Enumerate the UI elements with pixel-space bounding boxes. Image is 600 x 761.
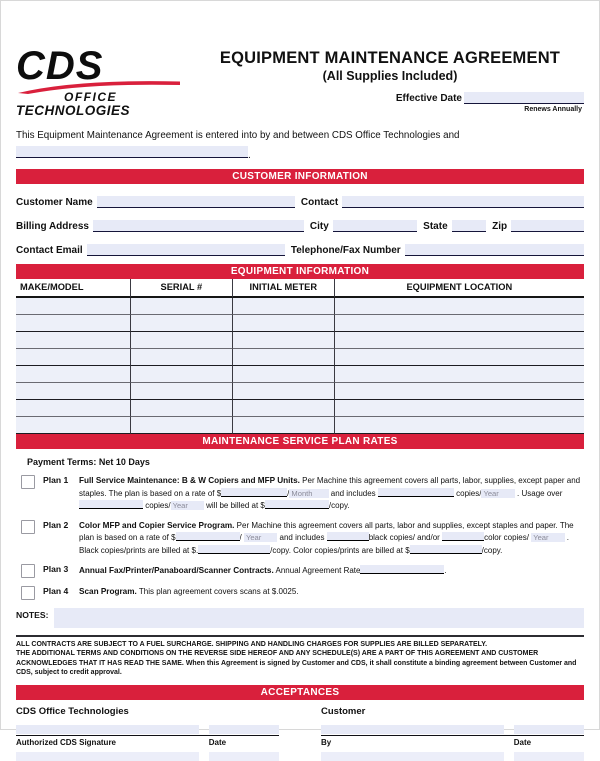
cds-signature-field[interactable] bbox=[16, 725, 199, 734]
renews-annually-note: Renews Annually bbox=[524, 106, 582, 113]
page-subtitle: (All Supplies Included) bbox=[322, 69, 458, 83]
plan-1-description: Full Service Maintenance: B & W Copiers and MFP Units. Per Machine this agreement covers all parts, labor, supplies, except paper and staples. The plan is based on a rate of $ Month and includes copies/ Year . Usage over copies/ Year will be billed at $ /copy. bbox=[79, 476, 581, 511]
plan-1-checkbox[interactable] bbox=[21, 475, 35, 489]
state-field[interactable] bbox=[452, 220, 487, 232]
plan-3-description: Annual Fax/Printer/Panaboard/Scanner Contracts. Annual Agreement Rate . bbox=[79, 566, 447, 576]
cds-title: CDS Office Technologies bbox=[16, 706, 129, 718]
by-label: By bbox=[321, 738, 332, 748]
customer-date-field[interactable] bbox=[514, 725, 584, 734]
logo-text-office: OFFICE bbox=[64, 90, 117, 104]
equipment-table bbox=[16, 279, 584, 434]
page-title: EQUIPMENT MAINTENANCE AGREEMENT bbox=[219, 49, 561, 67]
cds-signature-field-2[interactable] bbox=[16, 752, 199, 761]
city-field[interactable] bbox=[333, 220, 417, 232]
equipment-cell-r6-c2[interactable] bbox=[131, 383, 233, 400]
contact-email-field[interactable] bbox=[87, 244, 285, 256]
effective-date-label: Effective Date bbox=[395, 93, 462, 104]
equipment-cell-r8-c2[interactable] bbox=[131, 417, 233, 434]
plan-dropdown-field[interactable]: Year bbox=[531, 533, 564, 542]
cds-signature-line bbox=[16, 735, 279, 736]
equipment-cell-r5-c4[interactable] bbox=[335, 366, 584, 383]
state-label: State bbox=[423, 221, 448, 233]
customer-info-row bbox=[16, 218, 584, 232]
counterparty-row bbox=[16, 146, 584, 161]
logo-text-cds: CDS bbox=[16, 44, 104, 88]
plan-rates-header: MAINTENANCE SERVICE PLAN RATES bbox=[16, 434, 584, 449]
equipment-cell-r4-c1[interactable] bbox=[16, 349, 131, 366]
equipment-cell-r7-c3[interactable] bbox=[233, 400, 335, 417]
equipment-cell-r3-c4[interactable] bbox=[335, 332, 584, 349]
customer-name-field[interactable] bbox=[97, 196, 295, 208]
contact-field[interactable] bbox=[342, 196, 584, 208]
equipment-cell-r5-c3[interactable] bbox=[233, 366, 335, 383]
equipment-col-header-serial: SERIAL # bbox=[131, 279, 233, 298]
equipment-info-header: EQUIPMENT INFORMATION bbox=[16, 264, 584, 279]
plan-3-row bbox=[16, 563, 584, 578]
counterparty-name-field[interactable] bbox=[16, 146, 248, 158]
legal-line-1: ALL CONTRACTS ARE SUBJECT TO A FUEL SURCHARGE. SHIPPING AND HANDLING CHARGES FOR SUPPLIES ARE BILLED SEPARATELY. bbox=[16, 641, 488, 649]
notes-field[interactable] bbox=[54, 608, 584, 628]
equipment-cell-r3-c1[interactable] bbox=[16, 332, 131, 349]
plan-dropdown-field[interactable]: Year bbox=[171, 501, 204, 510]
equipment-cell-r2-c2[interactable] bbox=[131, 315, 233, 332]
equipment-cell-r4-c4[interactable] bbox=[335, 349, 584, 366]
equipment-cell-r4-c3[interactable] bbox=[233, 349, 335, 366]
cds-logo bbox=[16, 44, 188, 118]
city-label: City bbox=[309, 221, 329, 233]
intro-text: This Equipment Maintenance Agreement is entered into by and between CDS Office Technologies and bbox=[16, 130, 460, 142]
plan-bold-text: Scan Program. bbox=[79, 587, 137, 597]
plan-blank-field[interactable] bbox=[410, 545, 482, 554]
plan-4-label: Plan 4 bbox=[43, 586, 69, 597]
authorized-cds-signature-label: Authorized CDS Signature bbox=[16, 738, 117, 748]
equipment-cell-r8-c1[interactable] bbox=[16, 417, 131, 434]
payment-terms: Payment Terms: Net 10 Days bbox=[27, 457, 150, 468]
plan-blank-field[interactable] bbox=[442, 532, 484, 541]
acceptances-header: ACCEPTANCES bbox=[16, 685, 584, 700]
plan-2-label: Plan 2 bbox=[43, 519, 69, 530]
plan-1-label: Plan 1 bbox=[43, 475, 69, 486]
plan-list bbox=[16, 474, 584, 600]
equipment-col-header-initial-meter: INITIAL METER bbox=[233, 279, 335, 298]
plan-blank-field[interactable] bbox=[79, 500, 143, 509]
effective-date-field[interactable] bbox=[464, 92, 584, 104]
plan-2-description: Color MFP and Copier Service Program. Per Machine this agreement covers all parts, labor and supplies, except staples and paper. The plan is based on a rate of $ / Year and includes black copies/ and/or color copies/ Year . Black copies/prints are billed at $. /copy. Color copies/prints are billed at $ /copy. bbox=[79, 520, 574, 556]
legal-line-3: When this Agreement is signed by Customer and CDS, it shall constitute a binding agreement between Customer and CDS, subject to credit approval. bbox=[16, 659, 577, 676]
plan-blank-field[interactable] bbox=[265, 500, 329, 509]
customer-signature-line bbox=[321, 735, 584, 736]
customer-title: Customer bbox=[321, 706, 366, 718]
equipment-cell-r7-c1[interactable] bbox=[16, 400, 131, 417]
plan-blank-field[interactable] bbox=[360, 565, 444, 574]
contact-email-label: Contact Email bbox=[16, 245, 83, 257]
customer-signature-field[interactable] bbox=[321, 725, 504, 734]
equipment-cell-r4-c2[interactable] bbox=[131, 349, 233, 366]
customer-signature-field-2[interactable] bbox=[321, 752, 504, 761]
telephone-fax-number-label: Telephone/Fax Number bbox=[290, 245, 401, 257]
signature-columns bbox=[16, 706, 584, 761]
telephone-fax-number-field[interactable] bbox=[405, 244, 584, 256]
plan-4-checkbox[interactable] bbox=[21, 586, 35, 600]
cds-date-field-2[interactable] bbox=[209, 752, 279, 761]
plan-blank-field[interactable] bbox=[327, 532, 369, 541]
equipment-cell-r8-c4[interactable] bbox=[335, 417, 584, 434]
equipment-cell-r7-c4[interactable] bbox=[335, 400, 584, 417]
equipment-cell-r1-c4[interactable] bbox=[335, 298, 584, 315]
plan-2-checkbox[interactable] bbox=[21, 520, 35, 534]
plan-2-row bbox=[16, 519, 584, 556]
equipment-cell-r5-c2[interactable] bbox=[131, 366, 233, 383]
legal-line-2: THE ADDITIONAL TERMS AND CONDITIONS ON THE REVERSE SIDE HEREOF AND ANY SCHEDULE(S) ARE A PART OF THIS AGREEMENT AND CUSTOMER ACKNOWLEDGES THAT IT HAS READ THE SAME. bbox=[16, 650, 539, 667]
plan-4-description: Scan Program. This plan agreement covers scans at $.0025. bbox=[79, 587, 299, 597]
plan-1-row bbox=[16, 474, 584, 512]
equipment-cell-r2-c4[interactable] bbox=[335, 315, 584, 332]
equipment-cell-r2-c3[interactable] bbox=[233, 315, 335, 332]
billing-address-field[interactable] bbox=[93, 220, 304, 232]
logo-text-technologies: TECHNOLOGIES bbox=[16, 102, 131, 118]
equipment-cell-r6-c4[interactable] bbox=[335, 383, 584, 400]
cds-date-label: Date bbox=[208, 738, 227, 748]
customer-date-field-2[interactable] bbox=[514, 752, 584, 761]
equipment-cell-r1-c3[interactable] bbox=[233, 298, 335, 315]
customer-info-row bbox=[16, 194, 584, 208]
customer-date-label: Date bbox=[513, 738, 532, 748]
plan-bold-text: Full Service Maintenance: B & W Copiers and MFP Units. bbox=[79, 476, 300, 486]
equipment-cell-r1-c1[interactable] bbox=[16, 298, 131, 315]
plan-blank-field[interactable] bbox=[198, 545, 270, 554]
legal-text bbox=[16, 640, 584, 677]
plan-dropdown-field[interactable]: Year bbox=[244, 533, 277, 542]
plan-dropdown-field[interactable]: Month bbox=[289, 489, 328, 498]
equipment-cell-r6-c1[interactable] bbox=[16, 383, 131, 400]
plan-4-row bbox=[16, 585, 584, 600]
equipment-cell-r5-c1[interactable] bbox=[16, 366, 131, 383]
zip-field[interactable] bbox=[511, 220, 584, 232]
equipment-col-header-make-model: MAKE/MODEL bbox=[16, 279, 131, 298]
equipment-cell-r3-c3[interactable] bbox=[233, 332, 335, 349]
plan-3-label: Plan 3 bbox=[43, 564, 69, 575]
zip-label: Zip bbox=[492, 221, 508, 233]
cds-signature-block bbox=[16, 706, 279, 761]
equipment-cell-r1-c2[interactable] bbox=[131, 298, 233, 315]
equipment-cell-r6-c3[interactable] bbox=[233, 383, 335, 400]
equipment-cell-r7-c2[interactable] bbox=[131, 400, 233, 417]
plan-bold-text: Color MFP and Copier Service Program. bbox=[79, 520, 235, 530]
equipment-cell-r3-c2[interactable] bbox=[131, 332, 233, 349]
customer-info-header: CUSTOMER INFORMATION bbox=[16, 169, 584, 184]
equipment-cell-r8-c3[interactable] bbox=[233, 417, 335, 434]
plan-3-checkbox[interactable] bbox=[21, 564, 35, 578]
equipment-col-header-equipment-location: EQUIPMENT LOCATION bbox=[335, 279, 584, 298]
notes-row bbox=[16, 608, 584, 628]
plan-blank-field[interactable] bbox=[378, 488, 454, 497]
plan-blank-field[interactable] bbox=[176, 532, 240, 541]
customer-info-fields bbox=[16, 194, 584, 256]
contact-label: Contact bbox=[300, 197, 339, 209]
plan-bold-text: Annual Fax/Printer/Panaboard/Scanner Contracts. bbox=[79, 566, 274, 576]
notes-label: NOTES: bbox=[16, 610, 49, 621]
customer-name-label: Customer Name bbox=[16, 197, 93, 209]
cds-date-field[interactable] bbox=[209, 725, 279, 734]
customer-signature-block bbox=[321, 706, 584, 761]
intro-period: . bbox=[248, 150, 251, 162]
plan-dropdown-field[interactable]: Year bbox=[481, 489, 514, 498]
equipment-cell-r2-c1[interactable] bbox=[16, 315, 131, 332]
plan-blank-field[interactable] bbox=[221, 488, 287, 497]
customer-info-row bbox=[16, 242, 584, 256]
page-header bbox=[16, 44, 584, 118]
title-block bbox=[188, 49, 584, 118]
billing-address-label: Billing Address bbox=[16, 221, 89, 233]
divider-line bbox=[16, 635, 584, 637]
